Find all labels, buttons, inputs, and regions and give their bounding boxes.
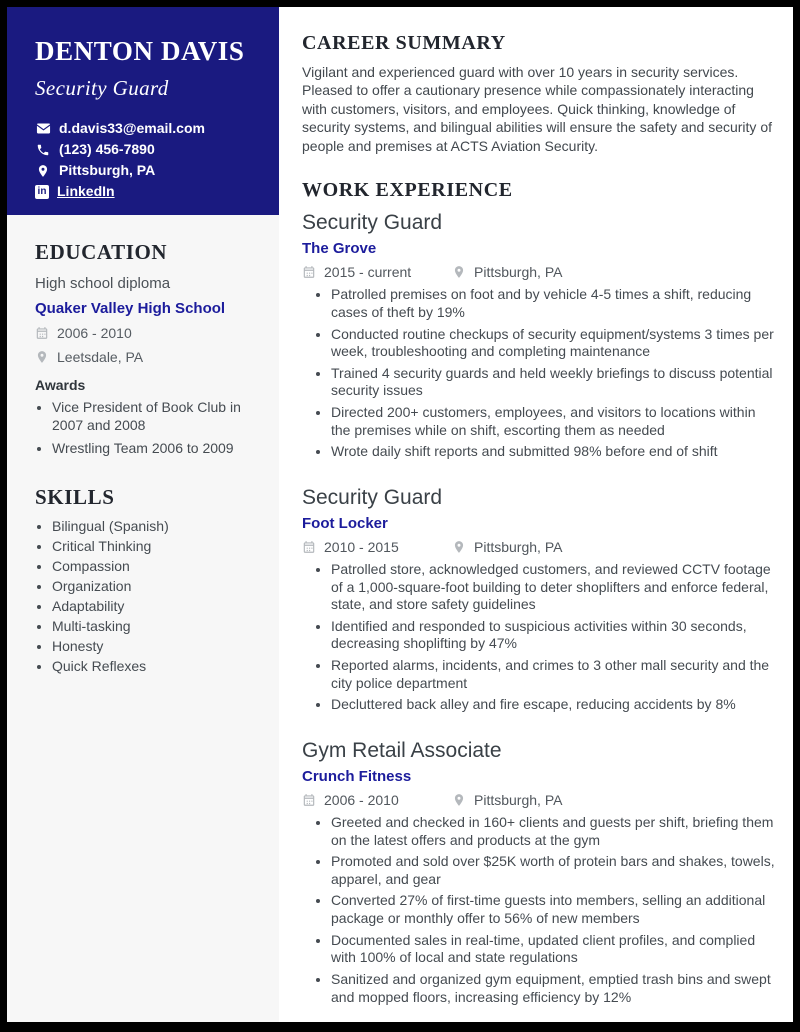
skills-list [35, 519, 257, 673]
email-icon [35, 121, 51, 136]
location-pin-icon [452, 540, 466, 554]
award-item: • Vice President of Book Club in 2007 and 2008 [52, 399, 257, 435]
job-bullet: • Documented sales in real-time, updated client profiles, and complied with 100% of local and state regulations [331, 932, 777, 967]
career-summary-section [302, 32, 777, 155]
job-company: The Grove [302, 240, 377, 258]
job-bullet: • Promoted and sold over $25K worth of protein bars and shakes, towels, apparel, and gear [331, 853, 777, 888]
job-location [452, 539, 562, 555]
career-summary-heading: CAREER SUMMARY [302, 32, 506, 54]
job-dates-label: 2015 - current [324, 264, 412, 281]
education-dates [35, 325, 257, 341]
education-location [35, 349, 257, 365]
education-location-label: Leetsdale, PA [57, 349, 144, 365]
job-company: Foot Locker [302, 514, 388, 532]
job-bullet: • Identified and responded to suspicious activities within 30 seconds, decreasing shoplifting by 47% [331, 618, 777, 653]
skills-section [35, 485, 257, 673]
person-name: DENTON DAVIS [35, 36, 245, 66]
skill-item: • Quick Reflexes [52, 659, 257, 673]
main-column [279, 7, 793, 1022]
location-pin-icon [452, 265, 466, 279]
education-section [35, 240, 257, 458]
contact-email-label: d.davis33@email.com [59, 120, 205, 136]
contact-phone-label: (123) 456-7890 [59, 141, 155, 157]
job-location-label: Pittsburgh, PA [474, 538, 563, 555]
location-pin-icon [452, 793, 466, 807]
skills-heading: SKILLS [35, 484, 115, 509]
job-dates-label: 2010 - 2015 [324, 538, 399, 555]
job-bullet-list [302, 561, 777, 714]
education-degree: High school diploma [35, 275, 171, 292]
contact-email [35, 121, 261, 136]
calendar-icon [35, 326, 49, 340]
job-entry [302, 211, 777, 461]
education-heading: EDUCATION [35, 240, 168, 264]
job-bullet: • Decluttered back alley and fire escape, reducing accidents by 8% [331, 696, 777, 714]
job-title: Security Guard [302, 485, 443, 509]
resume-page [7, 7, 793, 1022]
awards-list [35, 399, 257, 458]
job-dates [302, 264, 452, 280]
award-item: • Wrestling Team 2006 to 2009 [52, 440, 257, 458]
skill-item: • Adaptability [52, 599, 257, 613]
person-job-title: Security Guard [35, 76, 169, 100]
job-company: Crunch Fitness [302, 767, 412, 785]
contact-linkedin [35, 184, 261, 199]
education-dates-label: 2006 - 2010 [57, 325, 132, 341]
skill-item: • Compassion [52, 559, 257, 573]
phone-icon [35, 142, 51, 157]
awards-label: Awards [35, 377, 86, 393]
contact-location [35, 163, 261, 178]
work-experience-section [302, 179, 777, 1006]
sidebar-header [7, 7, 279, 215]
contact-location-label: Pittsburgh, PA [59, 162, 156, 178]
sidebar-body [7, 215, 279, 673]
linkedin-icon: in [35, 185, 49, 199]
job-bullet: • Converted 27% of first-time guests into members, selling an additional package or monthly offer to 56% of new members [331, 892, 777, 927]
calendar-icon [302, 540, 316, 554]
job-entry [302, 739, 777, 1006]
job-dates [302, 539, 452, 555]
job-bullet: • Directed 200+ customers, employees, and visitors to locations within the premises while on shift, escorting them as needed [331, 404, 777, 439]
job-dates [302, 792, 452, 808]
skill-item: • Bilingual (Spanish) [52, 519, 257, 533]
job-bullet: • Patrolled premises on foot and by vehicle 4-5 times a shift, reducing cases of theft by 19% [331, 286, 777, 321]
job-bullet: • Greeted and checked in 160+ clients and guests per shift, briefing them on the latest offers and products at the gym [331, 814, 777, 849]
skill-item: • Multi-tasking [52, 619, 257, 633]
location-pin-icon [35, 350, 49, 364]
job-dates-label: 2006 - 2010 [324, 791, 399, 808]
work-experience-heading: WORK EXPERIENCE [302, 179, 513, 202]
linkedin-link[interactable]: LinkedIn [57, 183, 115, 199]
job-meta [302, 539, 777, 555]
job-location [452, 264, 562, 280]
job-bullet: • Conducted routine checkups of security equipment/systems 3 times per week, troubleshooting and completing maintenance [331, 326, 777, 361]
skill-item: • Honesty [52, 639, 257, 653]
job-bullet: • Trained 4 security guards and held weekly briefings to discuss potential security issues [331, 365, 777, 400]
calendar-icon [302, 265, 316, 279]
job-bullet-list [302, 286, 777, 461]
job-location-label: Pittsburgh, PA [474, 791, 563, 808]
job-bullet: • Sanitized and organized gym equipment, emptied trash bins and swept and mopped floors, increasing efficiency by 12% [331, 971, 777, 1006]
skill-item: • Critical Thinking [52, 539, 257, 553]
job-meta [302, 792, 777, 808]
calendar-icon [302, 793, 316, 807]
career-summary-text: Vigilant and experienced guard with over 10 years in security services. Pleased to offer a cautionary presence while compassionately interacting with customers, visitors, and employees. Quick thinking, knowledge of security systems, and bilingual abilities will ensure the safety and security of people and premises at ACTS Aviation Security. [302, 64, 772, 154]
contact-phone [35, 142, 261, 157]
job-meta [302, 264, 777, 280]
skill-item: • Organization [52, 579, 257, 593]
job-bullet: • Patrolled store, acknowledged customers, and reviewed CCTV footage of a 1,000-square-foot building to deter shoplifters and enforce federal, state, and store safety guidelines [331, 561, 777, 614]
job-bullet-list [302, 814, 777, 1006]
sidebar [7, 7, 279, 1022]
job-bullet: • Wrote daily shift reports and submitted 98% before end of shift [331, 443, 777, 461]
job-title: Security Guard [302, 211, 443, 235]
job-bullet: • Reported alarms, incidents, and crimes to 3 other mall security and the city police department [331, 657, 777, 692]
education-school: Quaker Valley High School [35, 300, 226, 317]
location-icon [35, 163, 51, 178]
job-title: Gym Retail Associate [302, 738, 502, 762]
job-entry [302, 486, 777, 714]
contact-list [35, 121, 261, 199]
job-location [452, 792, 562, 808]
job-location-label: Pittsburgh, PA [474, 264, 563, 281]
